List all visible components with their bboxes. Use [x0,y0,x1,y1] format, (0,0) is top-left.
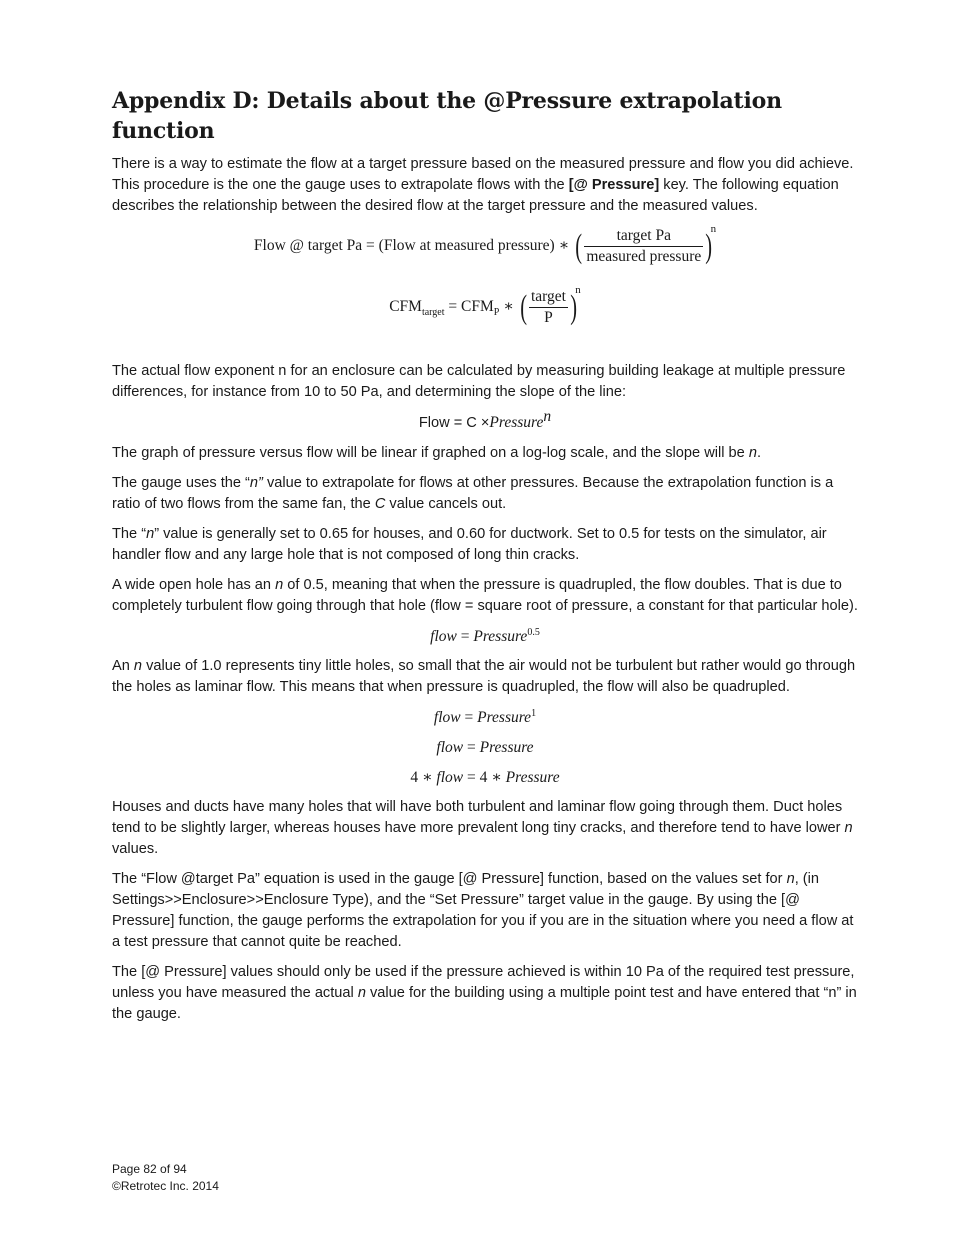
equation-flow-linear: flow = Pressure$^1$ [433,707,537,726]
paragraph-intro: There is a way to estimate the flow at a target pressure based on the measured pressure and flow you did achieve. This procedure is the one the gauge uses to extrapolate flows with the [@ Pressure] key. The following equation describes the relationship between the desired flow at the target pressure and the measured values. [112,156,854,214]
paragraph-laminar: An n value of 1.0 represents tiny little holes, so small that the air would not be turbulent but rather would go through the holes as laminar flow. This means that when pressure is quadrupled, the flow will also be quadrupled. [112,658,856,695]
equation-flow-target: Flow @ target Pa = (Flow at measured pressure) ∗ ( $\frac{\text{target Pa}}{\text{measured pressure}}$ )n [253,223,717,265]
page-footer [112,1161,219,1195]
equation-four-flow: 4 ∗ flow = 4 ∗ Pressure [410,769,560,786]
equation-flow-sqrt: flow = Pressure$^{0.5}$ [430,626,540,645]
page-content [112,86,858,1034]
paragraph-log-log: The graph of pressure versus flow will be linear if graphed on a log-log scale, and the slope will be n. [112,445,761,461]
paragraph-houses-ducts: Houses and ducts have many holes that will have both turbulent and laminar flow going through them. Duct holes tend to be slightly larger, whereas houses have more prevalent long tiny cracks, and therefore tend to have lower n values. [112,799,853,857]
pressure-key-label: [@ Pressure] [568,177,660,193]
paragraph-gauge-function: The “Flow @target Pa” equation is used in the gauge [@ Pressure] function, based on the values set for n, (in Settings>>Enclosure>>Enclosure Type), and the “Set Pressure” target value in the gauge. By using the [@ Pressure] function, the gauge performs the extrapolation for you if you are in the situation where you need a flow at a test pressure that cannot quite be reached. [112,871,854,950]
paragraph-open-hole: A wide open hole has an n of 0.5, meaning that when the pressure is quadrupled, the flow doubles. That is due to completely turbulent flow going through that hole (flow = square root of pressure, a constant for that particular hole). [112,577,858,614]
page-number: Page 82 of 94 [112,1162,187,1176]
paragraph-n-value-usage: The gauge uses the “n” value to extrapolate for flows at other pressures. Because the extrapolation function is a ratio of two flows from the same fan, the C value cancels out. [112,475,834,512]
copyright: ©Retrotec Inc. 2014 [112,1179,219,1193]
paragraph-usage-limit: The [@ Pressure] values should only be used if the pressure achieved is within 10 Pa of the required test pressure, unless you have measured the actual n value for the building using a multiple point test and have entered that “n” in the gauge. [112,964,857,1022]
page-heading: Appendix D: Details about the @Pressure extrapolation function [112,88,782,144]
paragraph-flow-exponent: The actual flow exponent n for an enclosure can be calculated by measuring building leakage at multiple pressure differences, for instance from 10 to 50 Pa, and determining the slope of the line: [112,363,846,400]
equation-flow-c-pressure: Flow = C ×Pressure$^n$ [418,408,552,431]
equation-flow-equals-pressure: flow = Pressure [436,739,534,756]
equation-cfm-target: $CFM_{target} = CFM_P$ ∗ ( $\frac{\text{target}}{P}$ )n [389,284,581,326]
paragraph-n-default: The “n” value is generally set to 0.65 for houses, and 0.60 for ductwork. Set to 0.5 for tests on the simulator, air handler flow and any large hole that is not composed of long thin cracks. [112,526,827,563]
